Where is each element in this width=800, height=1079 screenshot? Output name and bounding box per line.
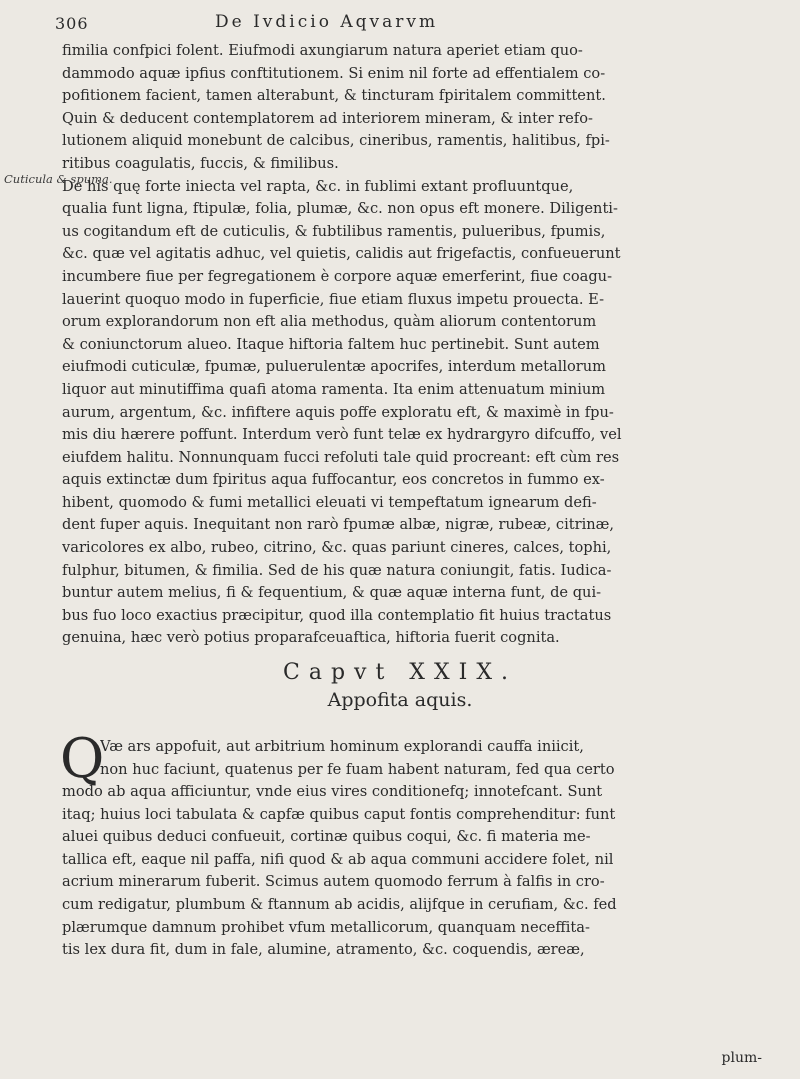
page-header [55, 12, 755, 36]
text-line: eiufdem halitu. Nonnunquam fucci refoluti tale quid procreant: eft cùm res [62, 448, 620, 466]
text-line: acrium minerarum fuberit. Scimus autem quomodo ferrum à falfis in cro- [62, 873, 605, 891]
text-line: tallica eft, eaque nil paffa, nifi quod & ab aqua communi accidere folet, nil [62, 850, 614, 868]
text-line: aquis extinctæ dum fpiritus aqua fuffocantur, eos concretos in fummo ex- [62, 471, 605, 489]
paragraph-2 [62, 781, 762, 962]
text-line: hibent, quomodo & fumi metallici eleuati vi tempeftatum ignearum defi- [62, 493, 597, 511]
text-line: fulphur, bitumen, & fimilia. Sed de his quæ natura coniungit, fatis. Iudica- [62, 561, 612, 579]
text-line: modo ab aqua afficiuntur, vnde eius vires conditionefq; innotefcant. Sunt [62, 783, 603, 800]
text-line: ritibus coagulatis, fuccis, & fimilibus. [62, 154, 339, 172]
catchword: plum- [721, 1050, 762, 1066]
text-line: qualia funt ligna, ftipulæ, folia, plumæ, &c. non opus eft monere. Diligenti- [62, 200, 618, 218]
text-line: liquor aut minutiffima quafi atoma ramenta. Ita enim attenuatum minium [62, 380, 606, 398]
chapter-number: Capvt XXIX. [283, 660, 517, 685]
text-line: varicolores ex albo, rubeo, citrino, &c. quas pariunt cineres, calces, tophi, [62, 539, 612, 557]
paragraph-2-opening [100, 736, 760, 781]
text-line: us cogitandum eft de cuticulis, & fubtilibus ramentis, pulueribus, fpumis, [62, 222, 606, 240]
text-line: incumbere fiue per fegregationem è corpore aquæ emerferint, fiue coagu- [62, 267, 613, 285]
text-line: dammodo aquæ ipfius conftitutionem. Si enim nil forte ad effentialem co- [62, 64, 606, 82]
text-line: itaq; huius loci tabulata & capfæ quibus caput fontis comprehenditur: funt [62, 805, 616, 823]
drop-capital: Q [60, 727, 105, 790]
text-line: Væ ars appofuit, aut arbitrium hominum explorandi cauffa iniicit, [100, 738, 584, 755]
paragraph-1 [62, 40, 762, 650]
text-line: pofitionem facient, tamen alterabunt, & tincturam fpiritalem committent. [62, 87, 606, 105]
page-number: 306 [55, 14, 89, 33]
text-line: dent fuper aquis. Inequitant non rarò fpumæ albæ, nigræ, rubeæ, citrinæ, [62, 516, 615, 534]
text-line: non huc faciunt, quatenus per fe fuam habent naturam, fed qua certo [100, 760, 615, 778]
text-line: bus fuo loco exactius præcipitur, quod illa contemplatio fit huius tractatus [62, 606, 612, 624]
chapter-heading [0, 660, 800, 711]
chapter-subtitle: Appofita aquis. [327, 689, 473, 711]
text-line: cum redigatur, plumbum & ftannum ab acidis, alijfque in cerufiam, &c. fed [62, 895, 617, 913]
text-line: &c. quæ vel agitatis adhuc, vel quietis, calidis aut frigefactis, confueuerunt [62, 245, 621, 263]
margin-note: Cuticula & spuma. [4, 172, 113, 186]
text-line: & coniunctorum alueo. Itaque hiftoria faltem huc pertinebit. Sunt autem [62, 335, 600, 353]
text-line: De his quę forte iniecta vel rapta, &c. in fublimi extant profluuntque, [62, 177, 574, 195]
text-line: buntur autem melius, fi & fequentium, & quæ aquæ interna funt, de qui- [62, 584, 602, 602]
running-title: De Ivdicio Aqvarvm [215, 12, 439, 32]
text-line: eiufmodi cuticulæ, fpumæ, puluerulentæ apocrifes, interdum metallorum [62, 358, 607, 376]
text-line: lutionem aliquid monebunt de calcibus, cineribus, ramentis, halitibus, fpi- [62, 132, 610, 150]
text-line: orum explorandorum non eft alia methodus, quàm aliorum contentorum [62, 313, 597, 331]
text-line: Quin & deducent contemplatorem ad interiorem mineram, & inter refo- [62, 109, 593, 127]
text-line: genuina, hæc verò potius proparafceuaftica, hiftoria fuerit cognita. [62, 629, 560, 647]
text-line: aluei quibus deduci confueuit, cortinæ quibus coqui, &c. fi materia me- [62, 828, 591, 846]
text-line: tis lex dura fit, dum in fale, alumine, atramento, &c. coquendis, æreæ, [62, 941, 585, 959]
text-line: mis diu hærere poffunt. Interdum verò funt telæ ex hydrargyro difcuffo, vel [62, 426, 622, 444]
text-line: lauerint quoquo modo in fuperficie, fiue etiam fluxus impetu prouecta. E- [62, 290, 605, 308]
text-line: fimilia confpici folent. Eiufmodi axungiarum natura aperiet etiam quo- [62, 42, 583, 59]
text-line: plærumque damnum prohibet vfum metallicorum, quanquam neceffita- [62, 918, 590, 936]
text-line: aurum, argentum, &c. infiftere aquis poffe exploratu eft, & maximè in fpu- [62, 403, 614, 421]
